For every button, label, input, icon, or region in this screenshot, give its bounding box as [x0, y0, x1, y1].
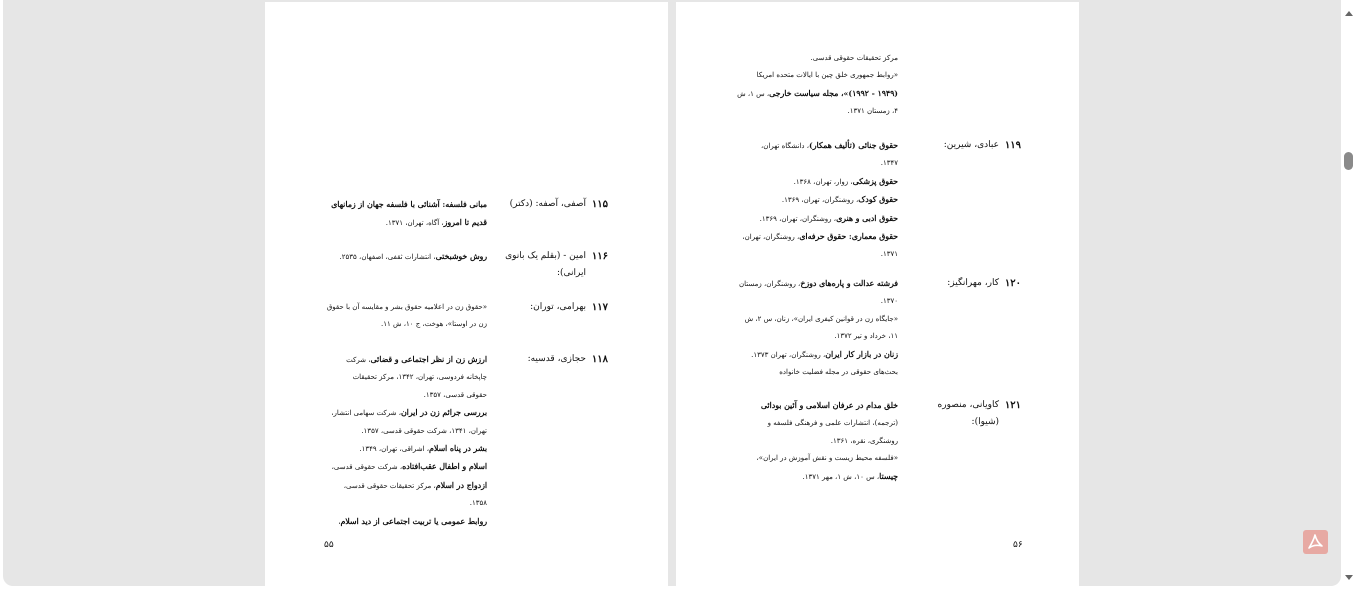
work-details: ، — [338, 517, 341, 526]
work-title: زنان در بازار کار ایران — [825, 349, 898, 359]
entry-works — [317, 299, 487, 334]
work-details: ، روشنگران، تهران ۱۳۷۳. — [751, 350, 826, 359]
work-title: (۱۹۴۹ - ۱۹۹۲)»، مجله سیاست خارجی — [769, 88, 898, 98]
author-name: امین - (بقلم یک بانوی ایرانی): — [505, 251, 586, 278]
work-line — [317, 477, 487, 495]
work-title: حقوق جنائی (تألیف همکار) — [809, 141, 898, 150]
work-details: ۱۳۵۸. — [469, 499, 487, 508]
work-title: بشر در پناه اسلام — [429, 444, 487, 454]
work-line — [317, 196, 487, 214]
work-line — [728, 191, 898, 209]
work-line — [728, 210, 898, 228]
work-line — [728, 397, 898, 415]
work-line — [317, 495, 487, 512]
work-title: ازدواج در اسلام — [435, 480, 487, 490]
work-line — [728, 103, 898, 120]
work-line — [728, 415, 898, 432]
work-details: «جایگاه زن در قوانین کیفری ایران»، زنان، س ۲، ش — [744, 314, 898, 323]
work-line — [317, 248, 487, 266]
work-title: حقوق کودک — [858, 195, 898, 205]
entry-works — [728, 397, 898, 486]
work-line — [728, 228, 898, 246]
work-line — [317, 458, 487, 476]
work-line — [317, 387, 487, 404]
author-name: بهرامی، توران: — [530, 302, 586, 312]
work-details: چاپخانه فردوسی، تهران، ۱۳۴۲، مرکز تحقیقات — [352, 373, 487, 382]
work-line — [317, 404, 487, 422]
entry-number: ۱۱۸ — [591, 354, 608, 365]
pdf-viewer[interactable] — [3, 0, 1341, 586]
scroll-down-icon[interactable] — [1344, 568, 1354, 578]
entry-number: ۱۲۰ — [1004, 278, 1021, 289]
work-details: ۱۳۴۷. — [880, 159, 898, 168]
author-name: عبادی، شیرین: — [943, 140, 999, 150]
continued-works — [728, 50, 898, 121]
work-title: فرشته عدالت و پاره‌های دوزخ — [800, 279, 898, 288]
work-details: (ترجمه)، انتشارات علمی و فرهنگی فلسفه و — [767, 419, 898, 428]
work-title: قدیم تا امروز — [443, 218, 487, 228]
vertical-scrollbar[interactable] — [1341, 0, 1360, 590]
work-details: مرکز تحقیقات حقوقی قدسی. — [810, 54, 898, 62]
entry-works — [317, 196, 487, 233]
work-line — [728, 433, 898, 450]
work-details: ، مرکز تحقیقات حقوقی قدسی، — [343, 481, 436, 490]
work-title: حقوق معماری: حقوق حرفه‌ای — [799, 232, 898, 242]
work-details: ، زوار، تهران، ۱۳۶۸. — [793, 177, 853, 186]
author-name: کار، مهرانگیز: — [947, 278, 999, 288]
work-line — [728, 137, 898, 155]
entry-number: ۱۲۱ — [1004, 400, 1021, 411]
scroll-up-icon[interactable] — [1344, 3, 1354, 13]
work-line — [317, 440, 487, 458]
work-line — [317, 214, 487, 232]
work-details: بحث‌های حقوقی در مجله فضلیت خانواده — [779, 368, 898, 377]
work-details: «فلسفه محیط زیست و نقش آموزش در ایران»، — [756, 454, 898, 463]
entry-number: ۱۱۵ — [591, 199, 608, 210]
entry-works — [728, 137, 898, 264]
work-title: چیستا — [879, 471, 898, 481]
work-line — [317, 513, 487, 531]
pdf-page-right — [676, 2, 1079, 586]
work-line — [728, 293, 898, 310]
page-number: ۵۶ — [1013, 540, 1023, 550]
work-line — [317, 299, 487, 316]
work-details: روشنگری، نقره، ۱۳۶۱. — [830, 436, 898, 445]
work-line — [728, 155, 898, 172]
work-line — [728, 311, 898, 328]
work-title: روش خوشبختی — [435, 252, 487, 261]
work-line — [317, 316, 487, 333]
work-details: ، انتشارات ثقفی، اصفهان، ۲۵۳۵. — [339, 253, 436, 261]
work-title: ارزش زن از نظر اجتماعی و قضائی — [370, 355, 487, 364]
work-line — [317, 351, 487, 369]
work-title: اسلام و اطفال عقب‌افتاده — [402, 462, 487, 472]
work-details: ، شرکت حقوقی قدسی، — [331, 463, 403, 472]
entry-number: ۱۱۶ — [591, 251, 608, 262]
work-details: ۴، زمستان ۱۳۷۱. — [847, 107, 898, 116]
pdf-page-left — [265, 2, 668, 586]
work-details: ، آگاه، تهران، ۱۳۷۱. — [385, 219, 444, 228]
work-line — [317, 369, 487, 386]
scrollbar-thumb[interactable] — [1344, 152, 1353, 170]
entry-number: ۱۱۹ — [1004, 140, 1021, 151]
work-line — [728, 364, 898, 381]
work-details: ، روشنگران، تهران، — [742, 233, 800, 242]
work-details: ۱۱، خرداد و تیر ۱۳۷۲. — [834, 332, 898, 341]
work-line — [728, 346, 898, 364]
work-details: ، روشنگران، تهران، ۱۳۶۹. — [781, 196, 859, 205]
work-line — [728, 173, 898, 191]
work-details: ، روشنگران، زمستان — [739, 280, 801, 288]
entry-works — [317, 248, 487, 266]
work-details: ۱۳۷۰. — [880, 297, 898, 306]
work-line — [728, 328, 898, 345]
work-title: حقوق ادبی و هنری — [836, 213, 898, 223]
work-title: بررسی جرائم زن در ایران — [400, 408, 487, 418]
work-details: زن در اوستا»، هوخت، ج ۱۰، ش ۱۱. — [381, 320, 487, 329]
work-details: ۱۳۷۱. — [880, 250, 898, 259]
work-details: «حقوق زن در اعلامیه حقوق بشر و مقایسه آن با حقوق — [326, 303, 487, 311]
work-details: حقوقی قدسی، ۱۳۵۷. — [423, 390, 487, 399]
entry-number: ۱۱۷ — [591, 302, 608, 313]
work-line — [728, 85, 898, 103]
work-details: ، س ۱، ش — [737, 89, 770, 98]
entry-works — [728, 275, 898, 381]
work-details: ، شرکت سهامی انتشار، — [331, 409, 401, 418]
work-details: ، دانشگاه تهران، — [760, 142, 809, 150]
work-line — [728, 50, 898, 67]
work-title: روابط عمومی یا تربیت اجتماعی از دید اسلام — [340, 516, 487, 526]
work-details: ، روشنگران، تهران، ۱۳۶۹. — [759, 214, 837, 223]
acrobat-pdf-icon — [1303, 530, 1328, 554]
work-details: ، س ۱۰، ش ۱، مهر ۱۳۷۱. — [802, 472, 880, 481]
author-name: حجازی، قدسیه: — [527, 354, 586, 364]
pdf-icon-button[interactable] — [1303, 530, 1328, 554]
author-name: آصفی، آصفه: (دکتر) — [509, 199, 586, 209]
page-number: ۵۵ — [324, 540, 334, 550]
work-line — [728, 67, 898, 84]
work-line — [317, 423, 487, 440]
work-line — [728, 275, 898, 293]
work-title: مبانی فلسفه: آشنائی با فلسفه جهان از زمانهای — [331, 200, 487, 209]
work-details: ، اشراقی، تهران، ۱۳۴۹. — [359, 445, 430, 454]
work-line — [728, 450, 898, 467]
entry-works — [317, 351, 487, 531]
work-title: خلق مدام در عرفان اسلامی و آئین بودائی — [760, 401, 898, 410]
work-line — [728, 246, 898, 263]
work-details: «روابط جمهوری خلق چین با ایالات متحده امریکا — [756, 71, 898, 80]
author-name: کاویانی، منصوره (شیوا): — [937, 400, 999, 427]
work-title: حقوق پزشکی — [852, 176, 898, 186]
work-details: ، شرکت — [346, 356, 371, 364]
work-line — [728, 468, 898, 486]
work-details: تهران، ۱۳۴۱، شرکت حقوقی قدسی، ۱۳۵۷. — [361, 426, 487, 435]
